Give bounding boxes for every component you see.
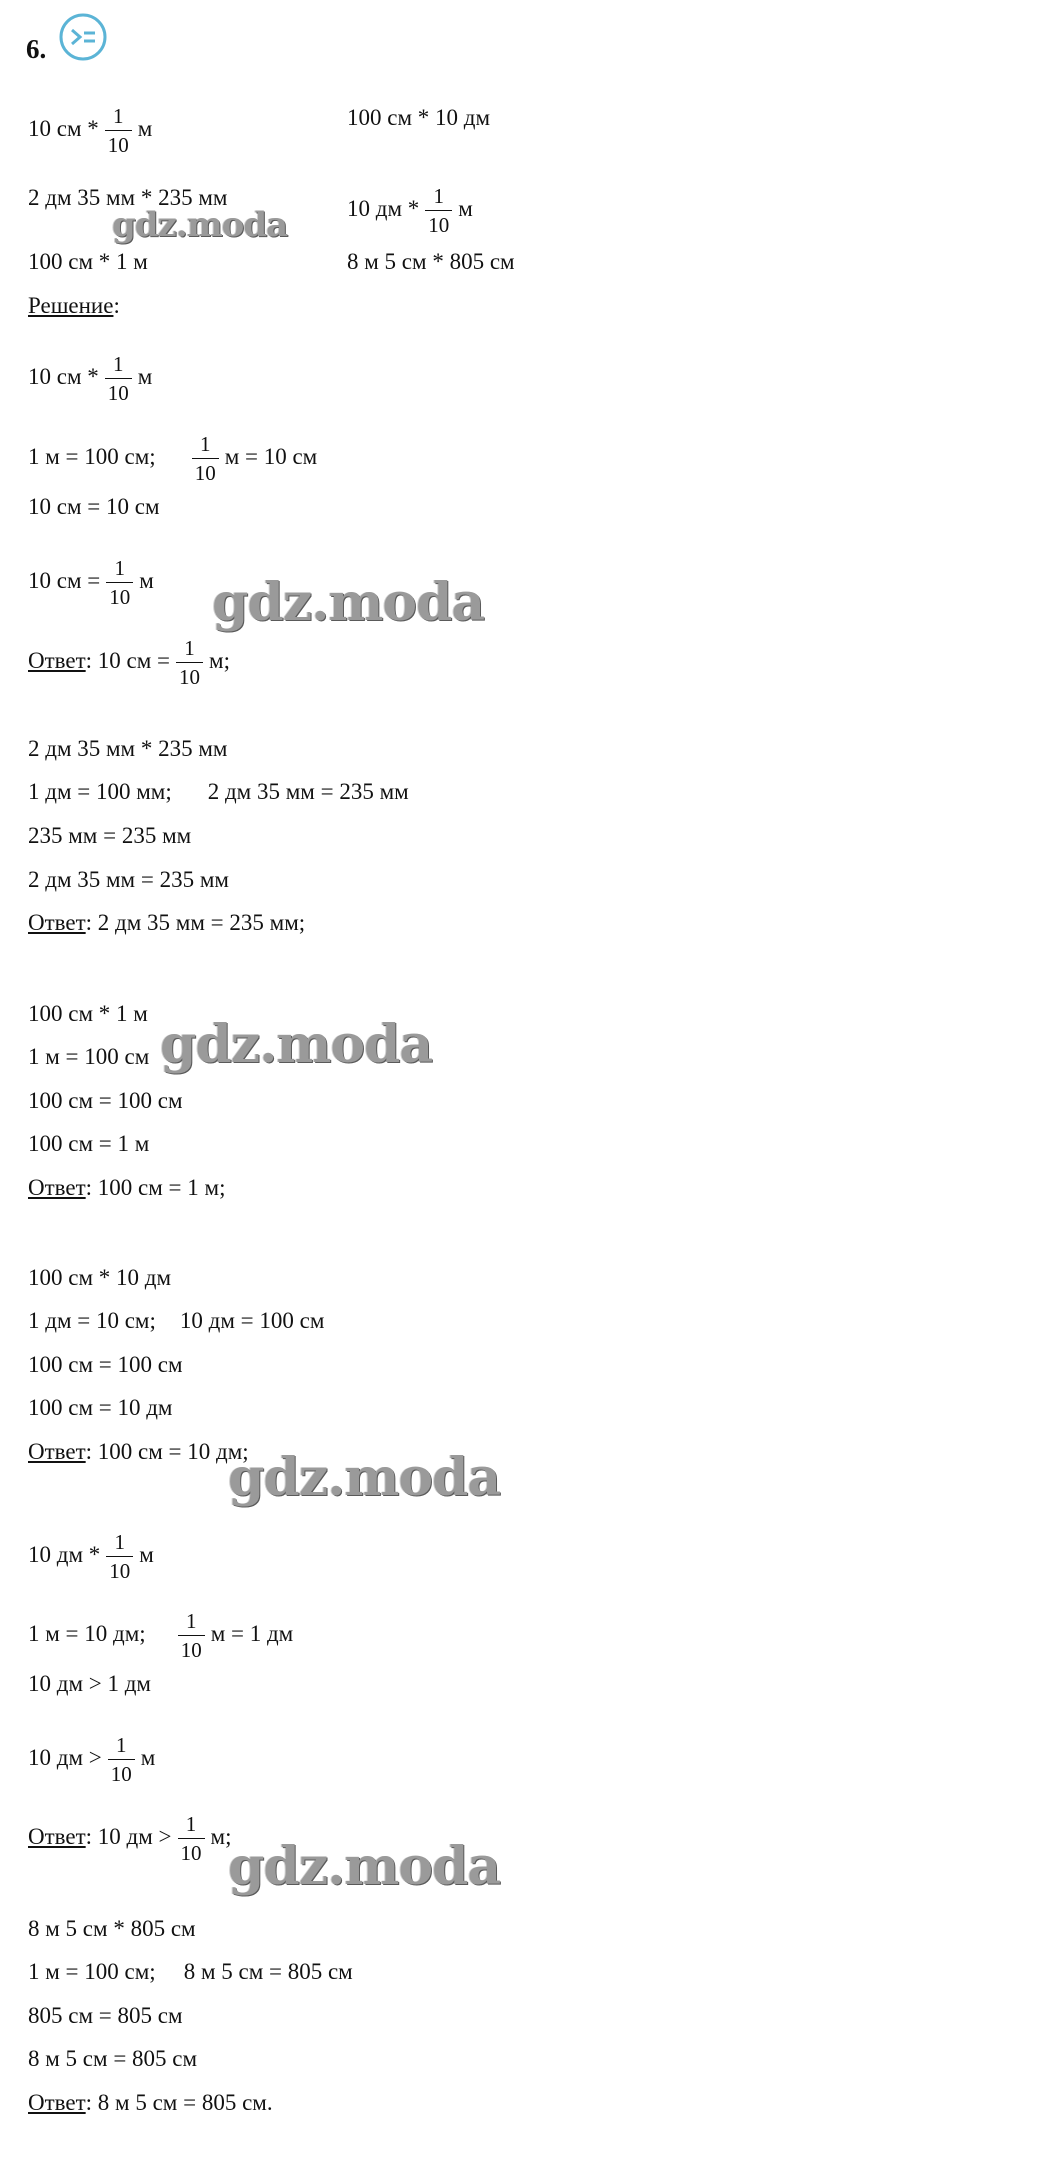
task-number: 6. — [26, 34, 47, 64]
b1-line3: 10 см = 10 см — [28, 494, 160, 519]
b1-answer: Ответ: 10 см = $\frac{1}{10}$ м; — [28, 636, 230, 689]
b3-line4: 100 см = 1 м — [28, 1131, 150, 1156]
b5-line1: 10 дм * $\frac{1}{10}$ м — [28, 1530, 154, 1583]
b4-line4: 100 см = 10 дм — [28, 1395, 173, 1420]
fraction: $\frac{1}{10}$ — [105, 104, 132, 157]
b1-line4: 10 см = $\frac{1}{10}$ м — [28, 556, 154, 609]
watermark: gdz.moda — [160, 1014, 433, 1075]
b1-line2: 1 м = 100 см; $\frac{1}{10}$ м = 10 см — [28, 432, 318, 485]
statement-row1-left: 10 см * $\frac{1}{10}$ м — [28, 104, 153, 157]
b2-line2: 1 дм = 100 мм; 2 дм 35 мм = 235 мм — [28, 779, 409, 804]
solution-heading: Решение: — [28, 293, 120, 318]
statement-row3-right: 8 м 5 см * 805 см — [347, 249, 515, 274]
statement-row2-right: 10 дм * $\frac{1}{10}$ м — [347, 184, 473, 237]
b3-answer: Ответ: 100 см = 1 м; — [28, 1175, 226, 1200]
b2-line4: 2 дм 35 мм = 235 мм — [28, 867, 229, 892]
fraction: $\frac{1}{10}$ — [425, 184, 452, 237]
statement-row2-left: 2 дм 35 мм * 235 мм — [28, 185, 228, 210]
fraction: $\frac{1}{10}$ — [105, 352, 132, 405]
b4-line1: 100 см * 10 дм — [28, 1265, 172, 1290]
watermark: gdz.moda — [112, 205, 288, 245]
b4-line3: 100 см = 100 см — [28, 1352, 183, 1377]
b5-line4: 10 дм > $\frac{1}{10}$ м — [28, 1733, 156, 1786]
b6-line4: 8 м 5 см = 805 см — [28, 2046, 198, 2071]
statement-row3-left: 100 см * 1 м — [28, 249, 148, 274]
b2-line1: 2 дм 35 мм * 235 мм — [28, 736, 228, 761]
b5-line2: 1 м = 10 дм; $\frac{1}{10}$ м = 1 дм — [28, 1609, 294, 1662]
fraction: $\frac{1}{10}$ — [176, 636, 203, 689]
b6-line3: 805 см = 805 см — [28, 2003, 183, 2028]
fraction: $\frac{1}{10}$ — [192, 432, 219, 485]
b3-line1: 100 см * 1 м — [28, 1001, 148, 1026]
b6-answer: Ответ: 8 м 5 см = 805 см. — [28, 2090, 273, 2115]
statement-row1-right: 100 см * 10 дм — [347, 105, 491, 130]
b6-line1: 8 м 5 см * 805 см — [28, 1916, 196, 1941]
b2-answer: Ответ: 2 дм 35 мм = 235 мм; — [28, 910, 306, 935]
b2-line3: 235 мм = 235 мм — [28, 823, 192, 848]
b3-line3: 100 см = 100 см — [28, 1088, 183, 1113]
fraction: $\frac{1}{10}$ — [106, 556, 133, 609]
fraction: $\frac{1}{10}$ — [108, 1733, 135, 1786]
watermark: gdz.moda — [228, 1836, 501, 1897]
b5-answer: Ответ: 10 дм > $\frac{1}{10}$ м; — [28, 1812, 232, 1865]
b5-line3: 10 дм > 1 дм — [28, 1671, 151, 1696]
b1-line1: 10 см * $\frac{1}{10}$ м — [28, 352, 153, 405]
gdz-logo-icon — [58, 12, 108, 62]
watermark: gdz.moda — [212, 572, 485, 633]
fraction: $\frac{1}{10}$ — [178, 1609, 205, 1662]
fraction: $\frac{1}{10}$ — [178, 1812, 205, 1865]
b6-line2: 1 м = 100 см; 8 м 5 см = 805 см — [28, 1959, 353, 1984]
watermark: gdz.moda — [228, 1447, 501, 1508]
b4-answer: Ответ: 100 см = 10 дм; — [28, 1439, 249, 1464]
b4-line2: 1 дм = 10 см; 10 дм = 100 см — [28, 1308, 325, 1333]
fraction: $\frac{1}{10}$ — [106, 1530, 133, 1583]
b3-line2: 1 м = 100 см — [28, 1044, 150, 1069]
